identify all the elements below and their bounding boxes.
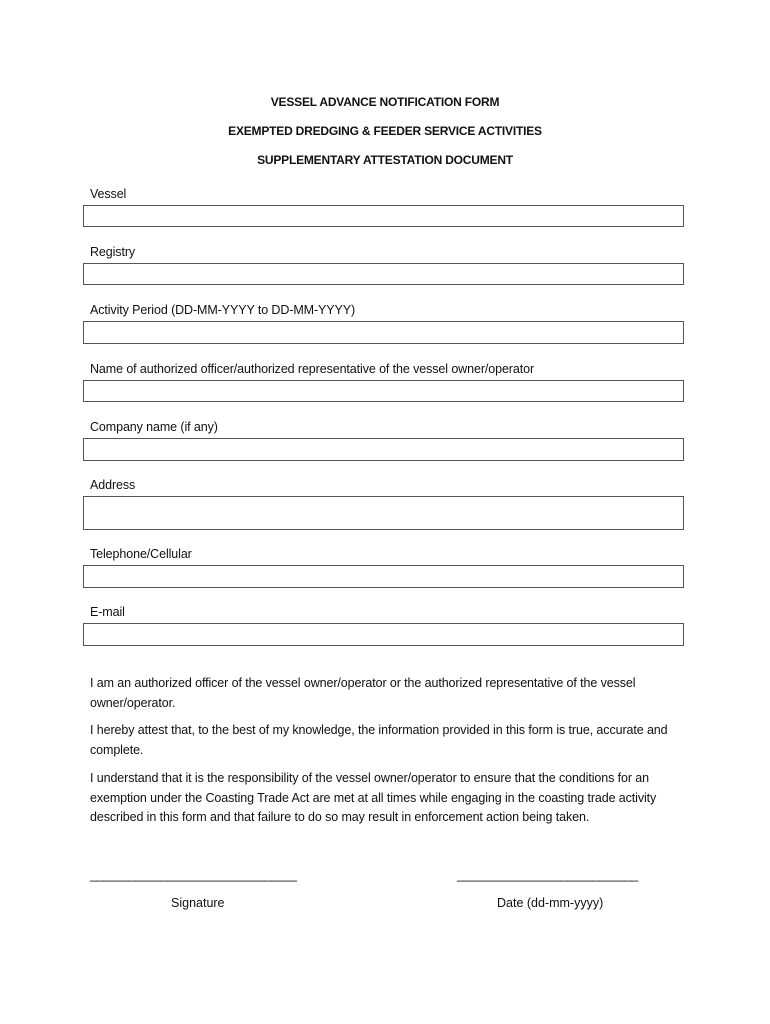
form-title: VESSEL ADVANCE NOTIFICATION FORM	[270, 95, 500, 109]
registry-label: Registry	[90, 245, 136, 259]
company-input[interactable]	[83, 438, 684, 461]
telephone-input[interactable]	[83, 565, 684, 588]
telephone-label: Telephone/Cellular	[90, 547, 192, 561]
activity-period-label: Activity Period (DD-MM-YYYY to DD-MM-YYYY)	[90, 303, 356, 317]
vessel-label: Vessel	[90, 187, 127, 201]
email-label: E-mail	[90, 605, 125, 619]
activity-period-input[interactable]	[83, 321, 684, 344]
attestation-paragraph-responsibility: I understand that it is the responsibility of the vessel owner/operator to ensure that the conditions for an exemption under the Coasting Trade Act are met at all times while engaging in the coasting trade activity described in this form and that failure to do so may result in enforcement action being taken.	[90, 771, 657, 824]
form-subtitle: EXEMPTED DREDGING & FEEDER SERVICE ACTIVITIES	[228, 124, 542, 138]
date-label: Date (dd-mm-yyyy)	[497, 896, 604, 910]
form-document-type: SUPPLEMENTARY ATTESTATION DOCUMENT	[257, 153, 513, 167]
authorized-name-label: Name of authorized officer/authorized representative of the vessel owner/operator	[90, 362, 535, 376]
company-label: Company name (if any)	[90, 420, 218, 434]
signature-line[interactable]: ________________________________	[90, 868, 297, 882]
date-line[interactable]: ____________________________	[457, 868, 638, 882]
email-input[interactable]	[83, 623, 684, 646]
vessel-input[interactable]	[83, 205, 684, 227]
address-label: Address	[90, 478, 136, 492]
signature-label: Signature	[171, 896, 225, 910]
attestation-paragraph-accuracy: I hereby attest that, to the best of my knowledge, the information provided in this form is true, accurate and complete.	[90, 723, 668, 757]
address-input[interactable]	[83, 496, 684, 530]
attestation-paragraph-authorized: I am an authorized officer of the vessel owner/operator or the authorized representative of the vessel owner/operator.	[90, 676, 636, 710]
authorized-name-input[interactable]	[83, 380, 684, 402]
registry-input[interactable]	[83, 263, 684, 285]
